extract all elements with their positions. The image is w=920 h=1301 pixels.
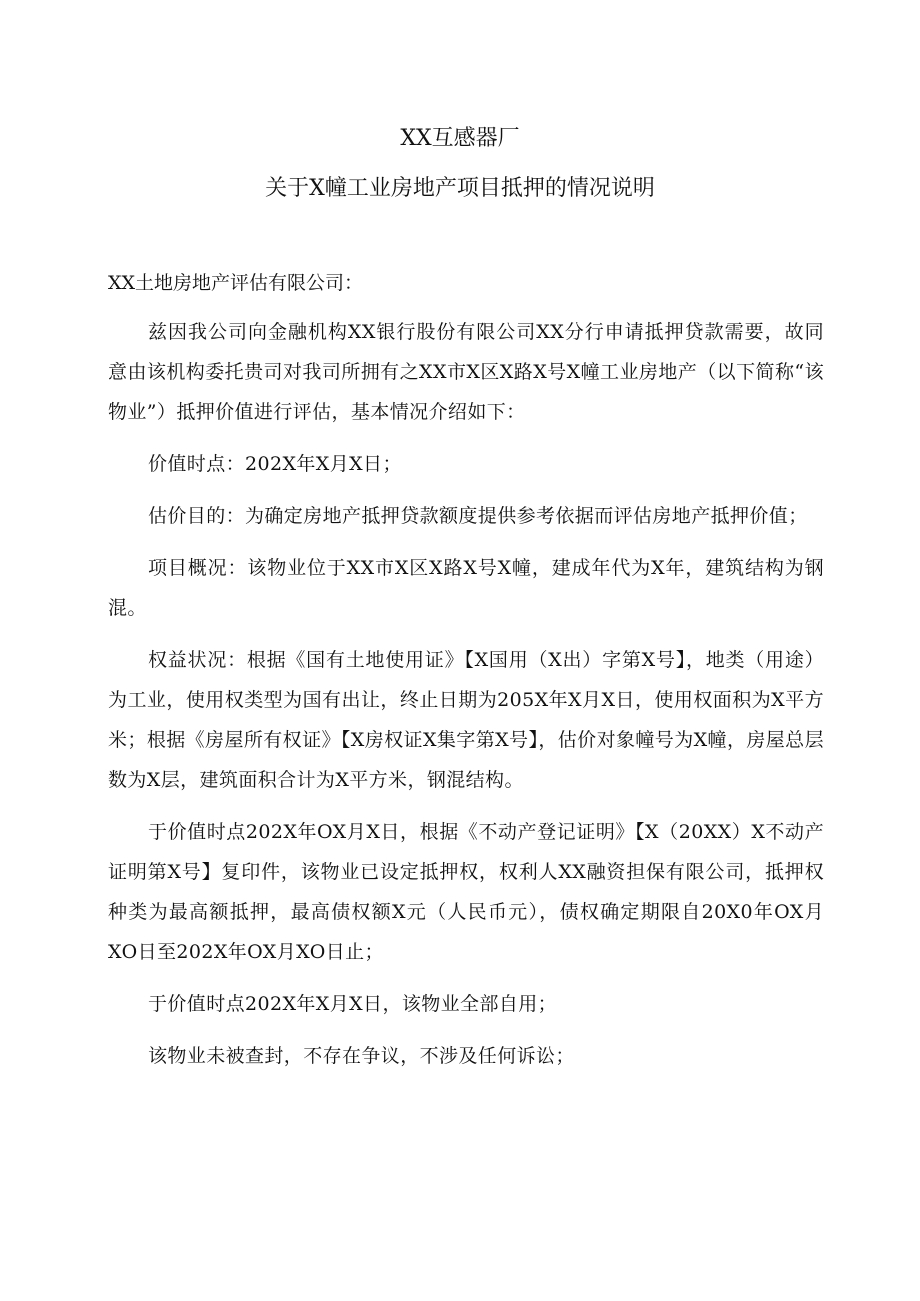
document-title-line-2: 关于X幢工业房地产项目抵押的情况说明 bbox=[265, 176, 655, 201]
paragraph-usage-status: 于价值时点202X年X月X日，该物业全部自用； bbox=[148, 993, 558, 1015]
paragraph-introduction: 兹因我公司向金融机构XX银行股份有限公司XX分行申请抵押贷款需要，故同意由该机构委托贵司对我司所拥有之XX市X区X路X号X幢工业房地产（以下简称“该物业”）抵押价值进行评估，基本情况介绍如下： bbox=[108, 321, 824, 423]
document-body bbox=[108, 312, 824, 1088]
salutation: XX土地房地产评估有限公司： bbox=[108, 272, 364, 294]
paragraph-project-overview: 项目概况：该物业位于XX市X区X路X号X幢，建成年代为X年，建筑结构为钢混。 bbox=[108, 557, 824, 619]
paragraph-mortgage-status: 于价值时点202X年OX月X日，根据《不动产登记证明》【X（20XX）X不动产证明第X号】复印件，该物业已设定抵押权，权利人XX融资担保有限公司，抵押权种类为最高额抵押，最高债权额X元（人民币元），债权确定期限自20X0年OX月XO日至202X年OX月XO日止； bbox=[108, 821, 824, 963]
paragraph-value-date: 价值时点：202X年X月X日； bbox=[148, 453, 402, 475]
paragraph-legal-status: 该物业未被查封，不存在争议，不涉及任何诉讼； bbox=[148, 1045, 575, 1067]
paragraph-valuation-purpose: 估价目的：为确定房地产抵押贷款额度提供参考依据而评估房地产抵押价值； bbox=[148, 505, 808, 527]
paragraph-rights-status: 权益状况：根据《国有土地使用证》【X国用（X出）字第X号】，地类（用途）为工业，使用权类型为国有出让，终止日期为205X年X月X日，使用权面积为X平方米；根据《房屋所有权证》【X房权证X集字第X号】，估价对象幢号为X幢，房屋总层数为X层，建筑面积合计为X平方米，钢混结构。 bbox=[108, 649, 824, 791]
document-title-line-1: XX互感器厂 bbox=[400, 126, 520, 151]
